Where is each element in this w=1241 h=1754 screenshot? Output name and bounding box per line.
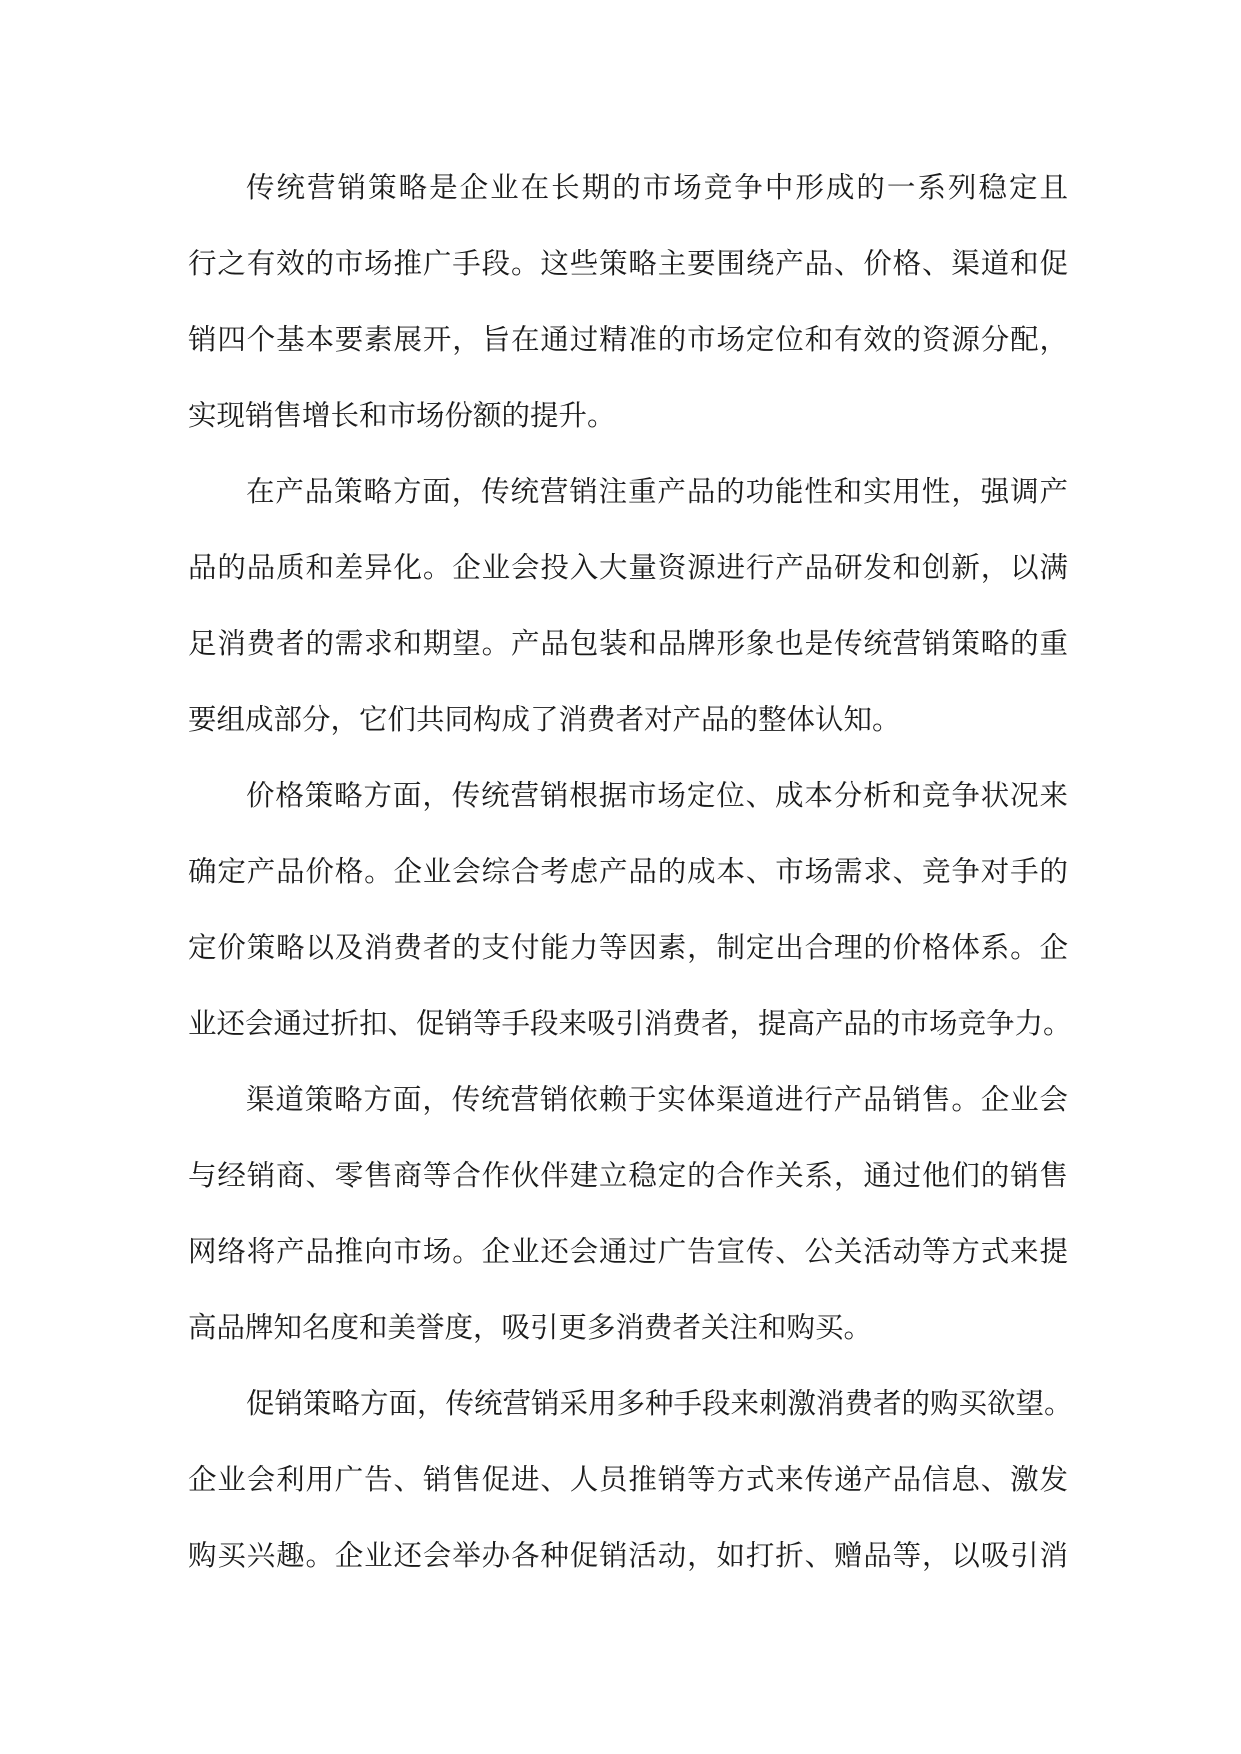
text-line: 实现销售增长和市场份额的提升。 — [188, 399, 616, 432]
text-line: 在产品策略方面，传统营销注重产品的功能性和实用性，强调产 — [246, 475, 1068, 508]
paragraph — [188, 150, 1068, 454]
text-line: 企业会利用广告、销售促进、人员推销等方式来传递产品信息、激发 — [188, 1463, 1068, 1496]
paragraph — [188, 758, 1072, 1062]
text-line: 渠道策略方面，传统营销依赖于实体渠道进行产品销售。企业会 — [246, 1083, 1068, 1116]
text-line: 高品牌知名度和美誉度，吸引更多消费者关注和购买。 — [188, 1311, 873, 1344]
text-line: 价格策略方面，传统营销根据市场定位、成本分析和竞争状况来 — [246, 779, 1068, 812]
text-line: 促销策略方面，传统营销采用多种手段来刺激消费者的购买欲望。 — [246, 1387, 1073, 1420]
text-line: 销四个基本要素展开，旨在通过精准的市场定位和有效的资源分配， — [188, 323, 1068, 356]
text-line: 网络将产品推向市场。企业还会通过广告宣传、公关活动等方式来提 — [188, 1235, 1068, 1268]
paragraph — [188, 1366, 1073, 1594]
text-line: 行之有效的市场推广手段。这些策略主要围绕产品、价格、渠道和促 — [188, 247, 1068, 280]
text-line: 要组成部分，它们共同构成了消费者对产品的整体认知。 — [188, 703, 901, 736]
text-line: 确定产品价格。企业会综合考虑产品的成本、市场需求、竞争对手的 — [188, 855, 1068, 888]
text-line: 传统营销策略是企业在长期的市场竞争中形成的一系列稳定且 — [246, 171, 1068, 204]
text-line: 定价策略以及消费者的支付能力等因素，制定出合理的价格体系。企 — [188, 931, 1068, 964]
text-line: 与经销商、零售商等合作伙伴建立稳定的合作关系，通过他们的销售 — [188, 1159, 1068, 1192]
paragraph — [188, 1062, 1068, 1366]
document-body — [188, 150, 1073, 1594]
paragraph — [188, 454, 1068, 758]
text-line: 品的品质和差异化。企业会投入大量资源进行产品研发和创新，以满 — [188, 551, 1068, 584]
text-line: 业还会通过折扣、促销等手段来吸引消费者，提高产品的市场竞争力。 — [188, 1007, 1072, 1040]
text-line: 购买兴趣。企业还会举办各种促销活动，如打折、赠品等，以吸引消 — [188, 1539, 1068, 1572]
text-line: 足消费者的需求和期望。产品包装和品牌形象也是传统营销策略的重 — [188, 627, 1068, 660]
